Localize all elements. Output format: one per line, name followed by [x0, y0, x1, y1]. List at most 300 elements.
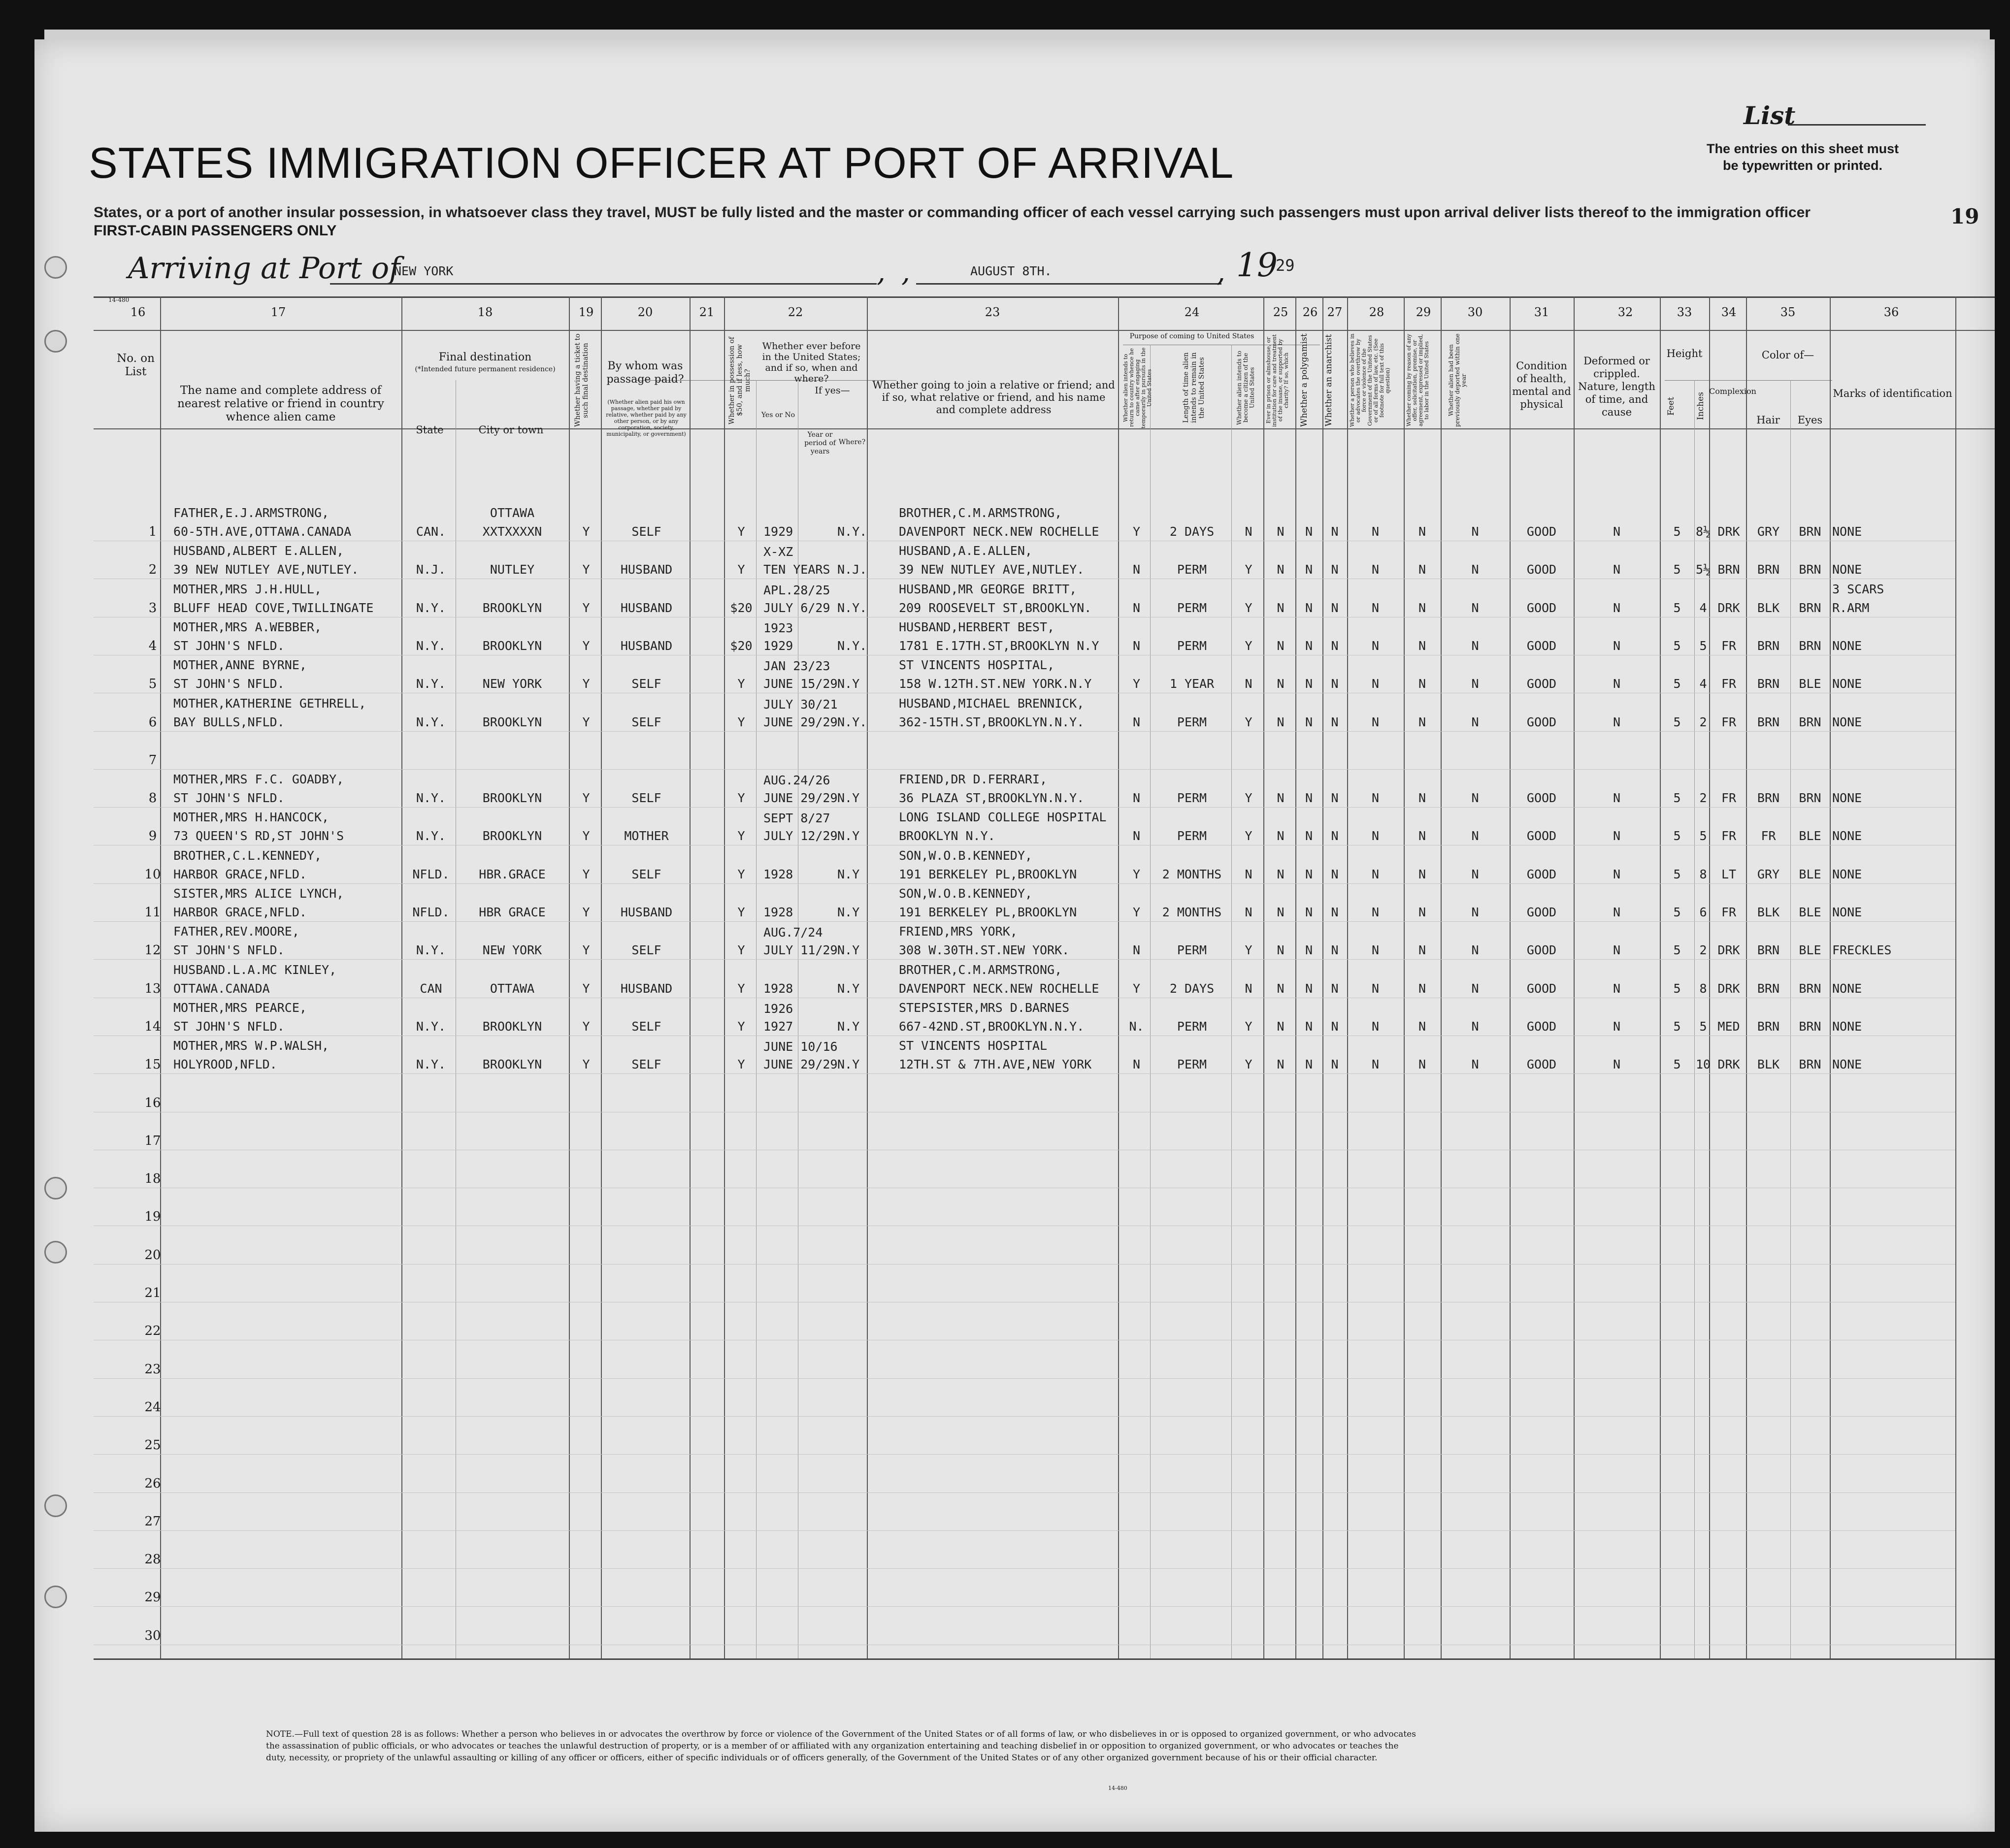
- year-prefix: 19: [1236, 246, 1278, 284]
- col-number-29: 29: [1416, 305, 1431, 319]
- passage-paid-by: HUSBAND: [620, 981, 673, 996]
- join-line-2: 158 W.12TH.ST.NEW YORK.N.Y: [899, 677, 1092, 691]
- eye-color: BRN: [1799, 524, 1821, 539]
- row-number: 18: [144, 1171, 161, 1186]
- passage-paid-by: SELF: [631, 524, 661, 539]
- join-line-2: 12TH.ST & 7TH.AVE,NEW YORK: [899, 1057, 1092, 1071]
- length-of-stay: PERM: [1177, 791, 1207, 805]
- q26-value: N: [1305, 715, 1313, 729]
- rel-line-2: ST JOHN'S NFLD.: [173, 791, 285, 805]
- dest-state: N.Y.: [416, 715, 446, 729]
- before-where: N.Y: [837, 829, 860, 843]
- marks-of-identification: NONE: [1832, 524, 1862, 539]
- col-header-length: Length of time alien intends to remain in the United States: [1182, 352, 1206, 423]
- rel-line-1: MOTHER,MRS A.WEBBER,: [173, 620, 322, 634]
- q25-value: N: [1277, 905, 1285, 919]
- height-feet: 5: [1673, 715, 1681, 729]
- rel-line-1: MOTHER,MRS W.P.WALSH,: [173, 1038, 330, 1053]
- row-number: 7: [148, 753, 157, 768]
- dest-state: N.Y.: [416, 601, 446, 615]
- before-year: TEN YEARS: [763, 562, 830, 577]
- row-rule: [94, 1530, 1955, 1531]
- return-value: N: [1132, 943, 1141, 957]
- before-year: JULY 12/29: [763, 829, 838, 843]
- ticket-value: Y: [582, 639, 590, 653]
- passage-paid-by: MOTHER: [624, 829, 669, 843]
- q26-value: N: [1305, 981, 1313, 996]
- health-value: GOOD: [1526, 905, 1557, 919]
- dest-city: OTTAWA: [490, 981, 535, 996]
- col-header-no-on-list: No. on List: [117, 352, 155, 378]
- join-line-2: 36 PLAZA ST,BROOKLYN.N.Y.: [899, 791, 1085, 805]
- col-header-deported: Whether alien had been previously deported within one year: [1448, 333, 1467, 427]
- q26-value: N: [1305, 1057, 1313, 1071]
- marks-of-identification: NONE: [1832, 715, 1862, 729]
- rel-line-2: HARBOR GRACE,NFLD.: [173, 867, 307, 881]
- q27-value: N: [1331, 867, 1339, 881]
- col-header-join: Whether going to join a relative or friend; and if so, what relative or friend, and his name and complete address: [872, 379, 1115, 416]
- hair-color: BLK: [1757, 905, 1780, 919]
- col-number-27: 27: [1327, 305, 1343, 319]
- eye-color: BLE: [1799, 905, 1821, 919]
- complexion-value: BRN: [1717, 562, 1740, 577]
- fifty-dollars: Y: [737, 943, 745, 957]
- table-bottom-border: [94, 1658, 1995, 1660]
- rel-line-2: 73 QUEEN'S RD,ST JOHN'S: [173, 829, 344, 843]
- rel-line-2: ST JOHN'S NFLD.: [173, 943, 285, 957]
- join-line-2: DAVENPORT NECK.NEW ROCHELLE: [899, 981, 1099, 996]
- q28-value: N: [1371, 562, 1380, 577]
- port-line: [330, 283, 877, 285]
- q27-value: N: [1331, 601, 1339, 615]
- sheet-number: 19: [1950, 204, 1979, 228]
- col-header-if-yes: If yes—: [815, 385, 850, 396]
- row-number: 4: [148, 639, 157, 653]
- health-value: GOOD: [1526, 562, 1557, 577]
- fifty-dollars: Y: [737, 524, 745, 539]
- length-of-stay: 2 DAYS: [1169, 981, 1215, 996]
- q25-value: N: [1277, 943, 1285, 957]
- binder-hole: [44, 330, 67, 353]
- before-line-1: 1923: [763, 621, 793, 635]
- dest-city: BROOKLYN: [482, 829, 542, 843]
- rel-line-1: HUSBAND,ALBERT E.ALLEN,: [173, 544, 344, 558]
- col-header-polygamist: Whether a polygamist: [1299, 333, 1309, 427]
- height-inches: 2: [1699, 791, 1707, 805]
- join-line-1: SON,W.O.B.KENNEDY,: [899, 848, 1032, 863]
- col-header-where: Where?: [838, 438, 866, 446]
- join-line-1: FRIEND,DR D.FERRARI,: [899, 772, 1048, 786]
- before-year: 1928: [763, 867, 793, 881]
- rel-line-1: MOTHER,MRS J.H.HULL,: [173, 582, 322, 596]
- height-feet: 5: [1673, 562, 1681, 577]
- hair-color: BLK: [1757, 1057, 1780, 1071]
- fifty-dollars: Y: [737, 905, 745, 919]
- join-line-2: 191 BERKELEY PL,BROOKLYN: [899, 867, 1077, 881]
- join-line-1: HUSBAND,MICHAEL BRENNICK,: [899, 696, 1085, 711]
- rel-line-1: MOTHER,KATHERINE GETHRELL,: [173, 696, 366, 711]
- hair-color: BRN: [1757, 715, 1780, 729]
- col-header-health: Condition of health, mental and physical: [1512, 360, 1571, 410]
- join-line-2: DAVENPORT NECK.NEW ROCHELLE: [899, 524, 1099, 539]
- rel-line-1: MOTHER,MRS F.C. GOADBY,: [173, 772, 344, 786]
- q28-value: N: [1371, 791, 1380, 805]
- deformed-value: N: [1613, 715, 1621, 729]
- q30-value: N: [1471, 639, 1479, 653]
- q26-value: N: [1305, 524, 1313, 539]
- deformed-value: N: [1613, 829, 1621, 843]
- citizen-value: Y: [1245, 639, 1252, 653]
- q28-value: N: [1371, 677, 1380, 691]
- rel-line-1: MOTHER,ANNE BYRNE,: [173, 658, 307, 672]
- rel-line-2: 39 NEW NUTLEY AVE,NUTLEY.: [173, 562, 359, 577]
- year-suffix: 29: [1276, 256, 1295, 275]
- col-number-19: 19: [578, 305, 594, 319]
- marks-of-identification: NONE: [1832, 829, 1862, 843]
- ticket-value: Y: [582, 791, 590, 805]
- health-value: GOOD: [1526, 677, 1557, 691]
- form-number: 14-480: [108, 296, 130, 303]
- dest-city: NEW YORK: [482, 677, 542, 691]
- dest-state: NFLD.: [412, 905, 450, 919]
- footnote: NOTE.—Full text of question 28 is as follows: Whether a person who believes in or advocates the overthrow by force or violence of the Government of the United States or of all forms of law, or who disbelieves in or is opposed to organized government, or who advocates the assassination of public officials, or who advocates or teaches the unlawful destruction of property, or is a member of or affiliated with any organization entertaining and teaching disbelief in or opposition to organized government, or who advocates or teaches the duty, necessity, or propriety of the unlawful assaulting or killing of any officer or officers, either of specific individuals or of officers generally, of the Government of the United States or of any other organized government because of his or their official character.: [266, 1729, 1416, 1763]
- join-line-2: 667-42ND.ST,BROOKLYN.N.Y.: [899, 1019, 1085, 1034]
- row-number: 29: [144, 1590, 161, 1605]
- q26-value: N: [1305, 562, 1313, 577]
- join-line-1: HUSBAND,MR GEORGE BRITT,: [899, 582, 1077, 596]
- return-value: N: [1132, 639, 1141, 653]
- arriving-label: Arriving at Port of: [128, 251, 400, 286]
- height-inches: 2: [1699, 943, 1707, 957]
- date-value: AUGUST 8TH.: [970, 264, 1052, 278]
- dest-state: N.Y.: [416, 943, 446, 957]
- q28-value: N: [1371, 867, 1380, 881]
- q28-value: N: [1371, 715, 1380, 729]
- fifty-dollars: Y: [737, 562, 745, 577]
- height-inches: 8½: [1695, 524, 1711, 539]
- eye-color: BRN: [1799, 562, 1821, 577]
- join-line-2: 209 ROOSEVELT ST,BROOKLYN.: [899, 601, 1092, 615]
- q30-value: N: [1471, 677, 1479, 691]
- hair-color: BRN: [1757, 562, 1780, 577]
- comma-1: ,: [877, 256, 886, 288]
- height-feet: 5: [1673, 639, 1681, 653]
- marks-of-identification: NONE: [1832, 1057, 1862, 1071]
- q27-value: N: [1331, 791, 1339, 805]
- deformed-value: N: [1613, 562, 1621, 577]
- q30-value: N: [1471, 715, 1479, 729]
- col-header-prison: Ever in prison or almshouse, or institution for care and treatment of the insane, or supported by charity? If so, which: [1265, 334, 1289, 427]
- height-feet: 5: [1673, 905, 1681, 919]
- dest-state: N.J.: [416, 562, 446, 577]
- col-number-33: 33: [1677, 305, 1692, 319]
- before-line-1: AUG.24/26: [763, 773, 830, 787]
- before-line-1: APL.28/25: [763, 583, 830, 597]
- row-number: 19: [144, 1209, 161, 1224]
- complexion-value: FR: [1721, 905, 1737, 919]
- binder-hole: [44, 1177, 67, 1200]
- health-value: GOOD: [1526, 1019, 1557, 1034]
- row-rule: [94, 1454, 1955, 1455]
- col-header-return: Whether alien intends to return to country whence he came after engaging temporarily in pursuits in the United States: [1122, 347, 1153, 428]
- rel-line-2: ST JOHN'S NFLD.: [173, 1019, 285, 1034]
- q29-value: N: [1418, 943, 1426, 957]
- col-number-23: 23: [985, 305, 1000, 319]
- dest-state: NFLD.: [412, 867, 450, 881]
- length-of-stay: 1 YEAR: [1169, 677, 1215, 691]
- deformed-value: N: [1613, 867, 1621, 881]
- before-year: JUNE 29/29: [763, 791, 838, 805]
- marks-of-identification: NONE: [1832, 1019, 1862, 1034]
- return-value: N: [1132, 562, 1141, 577]
- row-rule: [94, 1606, 1955, 1607]
- q27-value: N: [1331, 562, 1339, 577]
- ticket-value: Y: [582, 677, 590, 691]
- dest-state: N.Y.: [416, 791, 446, 805]
- join-line-1: BROTHER,C.M.ARMSTRONG,: [899, 506, 1062, 520]
- q29-value: N: [1418, 677, 1426, 691]
- hair-color: BRN: [1757, 791, 1780, 805]
- return-value: N: [1132, 601, 1141, 615]
- eye-color: BRN: [1799, 639, 1821, 653]
- col-number-20: 20: [637, 305, 653, 319]
- before-line-1: JULY 30/21: [763, 697, 838, 712]
- passage-paid-by: SELF: [631, 791, 661, 805]
- before-year: JUNE 29/29: [763, 715, 838, 729]
- rel-line-2: BAY BULLS,NFLD.: [173, 715, 285, 729]
- q26-value: N: [1305, 829, 1313, 843]
- length-of-stay: PERM: [1177, 562, 1207, 577]
- dest-state: N.Y.: [416, 639, 446, 653]
- binder-hole: [44, 256, 67, 279]
- eye-color: BRN: [1799, 1057, 1821, 1071]
- eye-color: BRN: [1799, 715, 1821, 729]
- row-number: 23: [144, 1362, 161, 1377]
- complexion-value: DRK: [1717, 943, 1740, 957]
- row-number: 8: [148, 791, 157, 806]
- citizen-value: Y: [1245, 562, 1252, 577]
- before-where: N.Y: [837, 867, 860, 881]
- join-line-2: 191 BERKELEY PL,BROOKLYN: [899, 905, 1077, 919]
- citizen-value: Y: [1245, 715, 1252, 729]
- marks-of-identification: NONE: [1832, 677, 1862, 691]
- q30-value: N: [1471, 867, 1479, 881]
- q25-value: N: [1277, 1057, 1285, 1071]
- rel-line-2: ST JOHN'S NFLD.: [173, 639, 285, 653]
- rel-line-2: HOLYROOD,NFLD.: [173, 1057, 277, 1071]
- rel-line-1: FATHER,E.J.ARMSTRONG,: [173, 506, 330, 520]
- col-number-32: 32: [1617, 305, 1633, 319]
- row-number: 20: [144, 1248, 161, 1263]
- q29-value: N: [1418, 524, 1426, 539]
- col-number-22: 22: [788, 305, 803, 319]
- col-header-purpose: Purpose of coming to United States: [1129, 332, 1254, 340]
- eye-color: BRN: [1799, 1019, 1821, 1034]
- before-year: JUNE 29/29: [763, 1057, 838, 1071]
- q28-value: N: [1371, 639, 1380, 653]
- col-header-color: Color of—: [1761, 349, 1814, 361]
- col-header-height: Height: [1666, 348, 1703, 359]
- col-number-16: 16: [130, 305, 146, 319]
- dest-city: BROOKLYN: [482, 639, 542, 653]
- height-inches: 2: [1699, 715, 1707, 729]
- deformed-value: N: [1613, 981, 1621, 996]
- col-header-passage-note: (Whether alien paid his own passage, whether paid by relative, whether paid by any other person, or by any corporation, society, municipality, or government): [606, 399, 687, 437]
- q27-value: N: [1331, 905, 1339, 919]
- footer-form-number: 14-480: [1108, 1785, 1127, 1791]
- citizen-value: Y: [1245, 943, 1252, 957]
- list-label: List: [1744, 101, 1796, 130]
- join-line-1: HUSBAND,HERBERT BEST,: [899, 620, 1055, 634]
- q29-value: N: [1418, 905, 1426, 919]
- ticket-value: Y: [582, 943, 590, 957]
- q26-value: N: [1305, 867, 1313, 881]
- q27-value: N: [1331, 981, 1339, 996]
- dest-city-line-1: OTTAWA: [490, 506, 535, 520]
- dest-city: NUTLEY: [490, 562, 535, 577]
- row-rule: [94, 921, 1955, 922]
- return-value: N: [1132, 791, 1141, 805]
- q27-value: N: [1331, 829, 1339, 843]
- health-value: GOOD: [1526, 601, 1557, 615]
- col-number-21: 21: [699, 305, 715, 319]
- col-header-final-destination: Final destination: [438, 351, 532, 363]
- before-where: N.Y: [837, 677, 860, 691]
- row-rule: [94, 1416, 1955, 1417]
- before-where: N.Y: [837, 981, 860, 996]
- fifty-dollars: $20: [730, 639, 753, 653]
- marks-line-1: 3 SCARS: [1832, 582, 1884, 596]
- join-line-1: HUSBAND,A.E.ALLEN,: [899, 544, 1032, 558]
- ticket-value: Y: [582, 1019, 590, 1034]
- return-value: Y: [1132, 524, 1141, 539]
- health-value: GOOD: [1526, 867, 1557, 881]
- q25-value: N: [1277, 829, 1285, 843]
- health-value: GOOD: [1526, 524, 1557, 539]
- col-number-24: 24: [1184, 305, 1200, 319]
- ticket-value: Y: [582, 1057, 590, 1071]
- height-feet: 5: [1673, 1057, 1681, 1071]
- row-number: 5: [148, 677, 157, 691]
- passage-paid-by: SELF: [631, 1019, 661, 1034]
- marks-of-identification: NONE: [1832, 981, 1862, 996]
- before-year: 1928: [763, 981, 793, 996]
- dest-city: NEW YORK: [482, 943, 542, 957]
- port-value: NEW YORK: [394, 264, 454, 278]
- row-rule: [94, 883, 1955, 884]
- complexion-value: FR: [1721, 791, 1737, 805]
- ticket-value: Y: [582, 601, 590, 615]
- length-of-stay: 2 MONTHS: [1162, 905, 1222, 919]
- return-value: Y: [1132, 677, 1141, 691]
- hair-color: BRN: [1757, 677, 1780, 691]
- q26-value: N: [1305, 1019, 1313, 1034]
- q25-value: N: [1277, 981, 1285, 996]
- q25-value: N: [1277, 677, 1285, 691]
- binder-hole: [44, 1586, 67, 1608]
- binder-hole: [44, 1241, 67, 1264]
- row-number: 27: [144, 1514, 161, 1529]
- height-feet: 5: [1673, 524, 1681, 539]
- hair-color: BRN: [1757, 981, 1780, 996]
- health-value: GOOD: [1526, 715, 1557, 729]
- height-inches: 10: [1695, 1057, 1711, 1071]
- q30-value: N: [1471, 562, 1479, 577]
- row-number: 17: [144, 1134, 161, 1148]
- fifty-dollars: Y: [737, 829, 745, 843]
- citizen-value: Y: [1245, 829, 1252, 843]
- length-of-stay: 2 MONTHS: [1162, 867, 1222, 881]
- length-of-stay: PERM: [1177, 715, 1207, 729]
- height-inches: 5½: [1695, 562, 1711, 577]
- q25-value: N: [1277, 601, 1285, 615]
- q30-value: N: [1471, 791, 1479, 805]
- ticket-value: Y: [582, 562, 590, 577]
- fifty-dollars: Y: [737, 867, 745, 881]
- col-header-marks: Marks of identification: [1833, 388, 1952, 399]
- before-line-1: JUNE 10/16: [763, 1039, 838, 1054]
- deformed-value: N: [1613, 601, 1621, 615]
- passage-paid-by: HUSBAND: [620, 601, 673, 615]
- ticket-value: Y: [582, 715, 590, 729]
- height-inches: 8: [1699, 981, 1707, 996]
- rel-line-1: MOTHER,MRS H.HANCOCK,: [173, 810, 330, 824]
- q25-value: N: [1277, 1019, 1285, 1034]
- hair-color: FR: [1761, 829, 1776, 843]
- marks-of-identification: R.ARM: [1832, 601, 1870, 615]
- q30-value: N: [1471, 1019, 1479, 1034]
- height-feet: 5: [1673, 677, 1681, 691]
- rel-line-2: HARBOR GRACE,NFLD.: [173, 905, 307, 919]
- row-number: 13: [144, 981, 161, 996]
- health-value: GOOD: [1526, 943, 1557, 957]
- health-value: GOOD: [1526, 1057, 1557, 1071]
- q28-value: N: [1371, 1057, 1380, 1071]
- complexion-value: MED: [1717, 1019, 1740, 1034]
- return-value: Y: [1132, 981, 1141, 996]
- dest-city: BROOKLYN: [482, 791, 542, 805]
- dest-state: N.Y.: [416, 677, 446, 691]
- row-rule: [94, 807, 1955, 808]
- dest-state: N.Y.: [416, 1019, 446, 1034]
- return-value: Y: [1132, 905, 1141, 919]
- rel-line-2: BLUFF HEAD COVE,TWILLINGATE: [173, 601, 374, 615]
- row-rule: [94, 1568, 1955, 1569]
- before-where: N.Y.: [837, 715, 867, 729]
- rel-line-2: OTTAWA.CANADA: [173, 981, 270, 996]
- col-header-city: City or town: [478, 424, 544, 436]
- col-header-fifty: Whether in possession of $50, and if less, how much?: [728, 336, 752, 424]
- row-rule: [94, 1073, 1955, 1074]
- col-divider: [1150, 345, 1151, 1658]
- height-feet: 5: [1673, 601, 1681, 615]
- col-number-26: 26: [1302, 305, 1318, 319]
- eye-color: BRN: [1799, 791, 1821, 805]
- height-inches: 8: [1699, 867, 1707, 881]
- row-number: 2: [148, 562, 157, 577]
- join-line-2: 308 W.30TH.ST.NEW YORK.: [899, 943, 1070, 957]
- q28-value: N: [1371, 829, 1380, 843]
- color-sub-line: [1714, 380, 1832, 381]
- dest-state: N.Y.: [416, 1057, 446, 1071]
- row-number: 28: [144, 1552, 161, 1567]
- hair-color: BRN: [1757, 943, 1780, 957]
- row-rule: [94, 769, 1955, 770]
- class-note: FIRST-CABIN PASSENGERS ONLY: [94, 223, 337, 239]
- row-number: 9: [148, 829, 157, 843]
- marks-of-identification: NONE: [1832, 791, 1862, 805]
- q26-value: N: [1305, 943, 1313, 957]
